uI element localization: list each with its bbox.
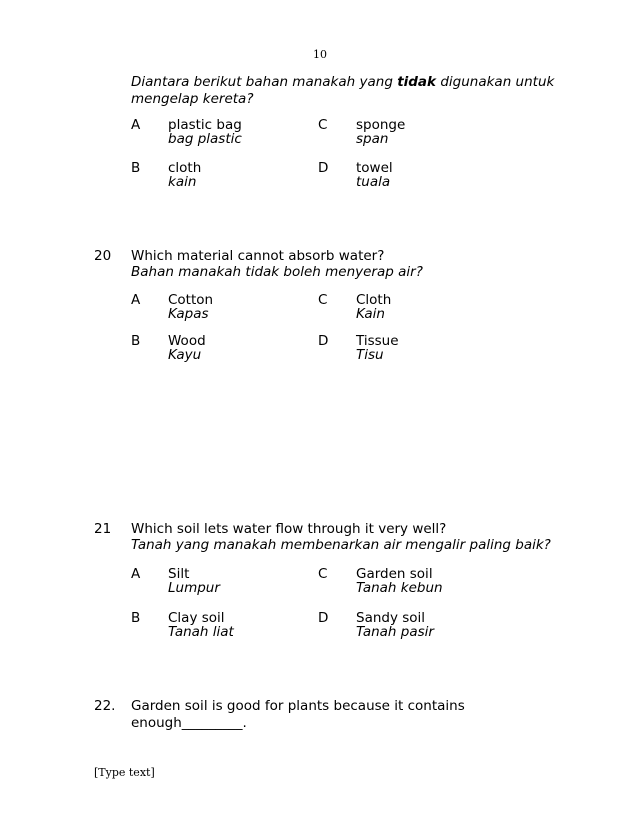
q19-option-d-en: towel	[356, 160, 393, 176]
q20-option-d-ms: Tisu	[356, 347, 384, 363]
q20-option-c-ms: Kain	[356, 306, 385, 322]
q19-option-b-ms: kain	[168, 174, 197, 190]
page-number: 10	[313, 48, 327, 61]
q19-stem-line2: mengelap kereta?	[131, 91, 254, 107]
q21-option-c-letter: C	[318, 566, 328, 582]
q19-stem-prefix: Diantara berikut bahan manakah yang	[131, 74, 398, 90]
q22-stem-line2: enough_________.	[131, 715, 247, 731]
q20-option-a-ms: Kapas	[168, 306, 209, 322]
q20-option-d-en: Tissue	[356, 333, 399, 349]
q19-option-b-en: cloth	[168, 160, 202, 176]
q19-option-a-ms: bag plastic	[168, 131, 242, 147]
q19-option-a-letter: A	[131, 117, 141, 133]
q20-stem-ms: Bahan manakah tidak boleh menyerap air?	[131, 264, 423, 280]
q21-option-c-ms: Tanah kebun	[356, 580, 443, 596]
q21-option-d-ms: Tanah pasir	[356, 624, 434, 640]
q19-option-c-en: sponge	[356, 117, 406, 133]
q21-stem-ms: Tanah yang manakah membenarkan air mengalir paling baik?	[131, 537, 551, 553]
q21-option-a-letter: A	[131, 566, 141, 582]
q20-option-a-en: Cotton	[168, 292, 214, 308]
q21-option-d-en: Sandy soil	[356, 610, 426, 626]
q22-stem-line1: Garden soil is good for plants because it contains	[131, 698, 465, 714]
q19-option-a-en: plastic bag	[168, 117, 242, 133]
q19-stem-line1	[131, 74, 554, 91]
q21-option-d-letter: D	[318, 610, 329, 626]
q21-option-c-en: Garden soil	[356, 566, 433, 582]
q21-option-b-en: Clay soil	[168, 610, 225, 626]
q21-option-a-ms: Lumpur	[168, 580, 220, 596]
q20-option-c-letter: C	[318, 292, 328, 308]
q20-option-a-letter: A	[131, 292, 141, 308]
q21-option-b-ms: Tanah liat	[168, 624, 234, 640]
q21-option-b-letter: B	[131, 610, 141, 626]
q19-option-c-letter: C	[318, 117, 328, 133]
q20-stem-en: Which material cannot absorb water?	[131, 248, 385, 264]
q20-option-c-en: Cloth	[356, 292, 392, 308]
q21-option-a-en: Silt	[168, 566, 190, 582]
q20-option-b-ms: Kayu	[168, 347, 202, 363]
q21-number: 21	[94, 521, 112, 537]
q19-option-d-letter: D	[318, 160, 329, 176]
q21-stem-en: Which soil lets water flow through it very well?	[131, 521, 447, 537]
footer-text: [Type text]	[94, 766, 155, 779]
q20-number: 20	[94, 248, 112, 264]
q19-option-d-ms: tuala	[356, 174, 391, 190]
q19-stem-emphasis: tidak	[397, 74, 437, 90]
q20-option-b-letter: B	[131, 333, 141, 349]
q19-option-b-letter: B	[131, 160, 141, 176]
q20-option-d-letter: D	[318, 333, 329, 349]
q19-stem-suffix: digunakan untuk	[436, 74, 555, 90]
q20-option-b-en: Wood	[168, 333, 206, 349]
q19-option-c-ms: span	[356, 131, 389, 147]
q22-number: 22.	[94, 698, 116, 714]
